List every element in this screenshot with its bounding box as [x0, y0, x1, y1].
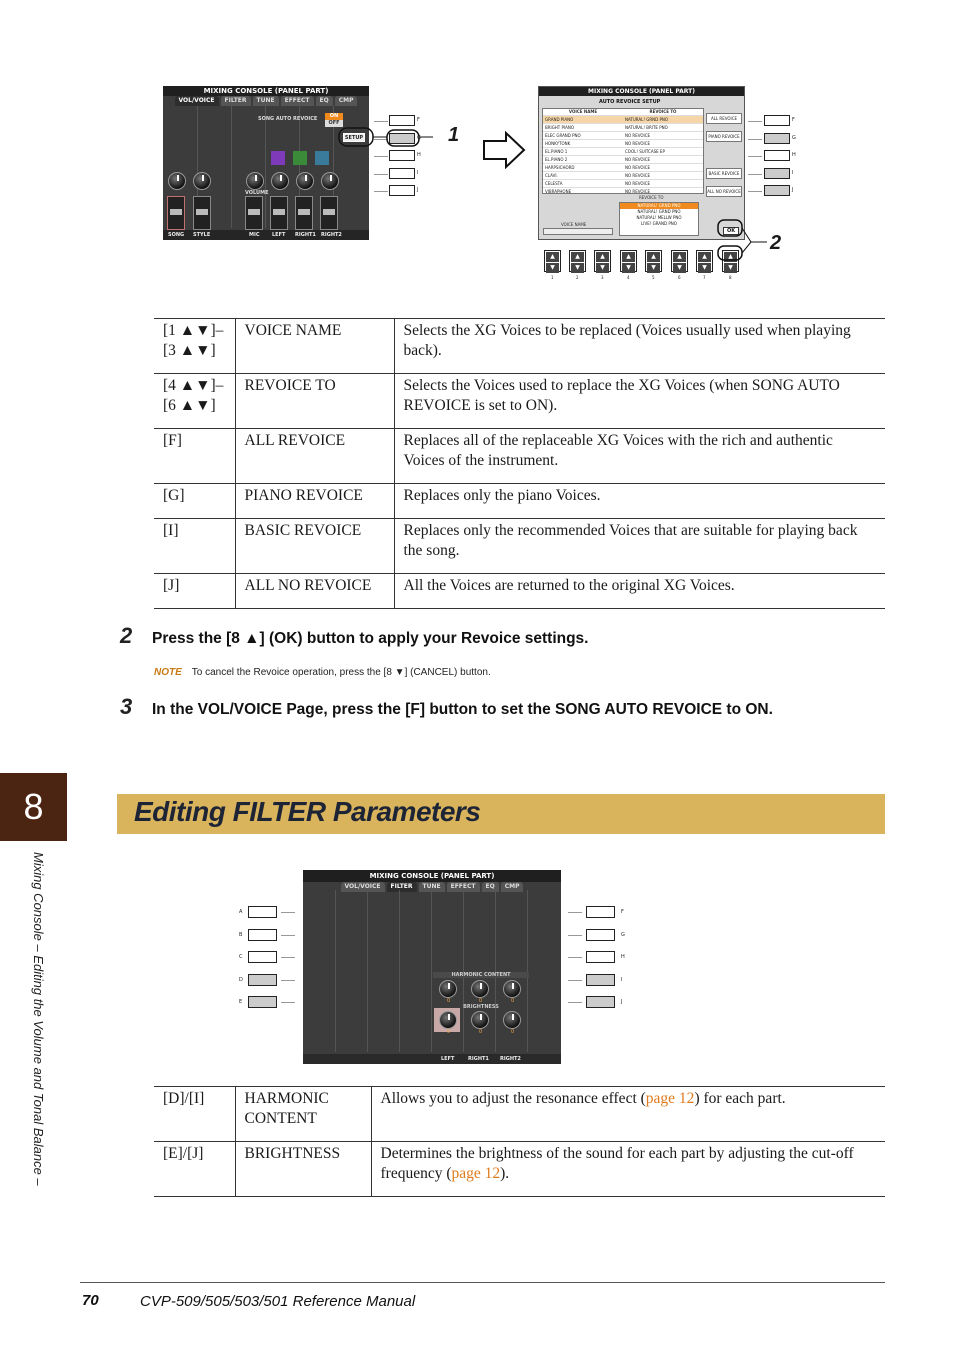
song-auto-revoice-label: SONG AUTO REVOICE [258, 116, 318, 122]
revoice-row-target: NO REVOICE [625, 173, 651, 178]
button-a-letter: A [239, 909, 243, 915]
button-f[interactable] [586, 906, 615, 918]
description-text: ) for each part. [694, 1090, 786, 1107]
table-cell-description: All the Voices are returned to the original XG Voices. [394, 574, 885, 609]
brightness-label: BRIGHTNESS [463, 1004, 499, 1010]
brightness-value: 0 [511, 1029, 515, 1035]
harmonic-content-label: HARMONIC CONTENT [433, 972, 529, 978]
description-text: Determines the brightness of the sound for each part by adjusting the cut-off frequency ( [380, 1145, 854, 1182]
harmonic-value: 0 [479, 998, 483, 1004]
button-h-letter: H [621, 954, 625, 960]
table-cell-button: [E]/[J] [154, 1142, 235, 1197]
revoice-to-label: REVOICE TO [639, 195, 664, 200]
revoice-row[interactable] [543, 163, 703, 171]
note [154, 667, 491, 678]
button-d-letter: D [239, 977, 243, 983]
piano-revoice-button[interactable]: PIANO REVOICE [706, 131, 742, 142]
part-left: LEFT [441, 1056, 455, 1062]
button-i-letter: I [417, 170, 419, 176]
voice-name-label: VOICE NAME [561, 222, 587, 227]
harmonic-value: 0 [447, 998, 451, 1004]
table-cell-name: REVOICE TO [235, 374, 394, 429]
part-right1: RIGHT1 [468, 1056, 489, 1062]
chapter-tab: 8 [0, 773, 67, 841]
voice-icons [271, 151, 331, 165]
col-revoice-to: REVOICE TO [649, 109, 677, 114]
table-cell-name: ALL REVOICE [235, 429, 394, 484]
button-g[interactable] [586, 929, 615, 941]
revoice-row[interactable] [543, 123, 703, 131]
number-label: 2 [576, 275, 579, 280]
table-cell-name: VOICE NAME [235, 319, 394, 374]
revoice-row-target: NO REVOICE [625, 189, 651, 194]
brightness-knob-right1[interactable] [471, 1011, 489, 1029]
tab-effect[interactable]: EFFECT [281, 96, 314, 106]
tab-effect[interactable]: EFFECT [447, 882, 480, 892]
fader-mic[interactable] [245, 196, 263, 230]
button-b[interactable] [248, 929, 277, 941]
pan-knob-left[interactable] [271, 172, 289, 190]
part-mic: MIC [249, 232, 260, 238]
table-row [154, 374, 885, 429]
table-cell-description [371, 1087, 885, 1142]
revoice-row-target: NO REVOICE [625, 181, 651, 186]
revoice-row-voice: HARPSICHORD [545, 165, 575, 170]
page-link[interactable]: page 12 [645, 1090, 695, 1107]
fader-song[interactable] [167, 196, 185, 230]
pan-knob-mic[interactable] [246, 172, 264, 190]
footer-rule [80, 1282, 885, 1283]
part-right2: RIGHT2 [500, 1056, 521, 1062]
updown-button-7[interactable]: ▲ ▼ [696, 250, 713, 272]
button-c-letter: C [239, 954, 243, 960]
part-left: LEFT [272, 232, 286, 238]
revoice-list [542, 108, 704, 194]
step-3-number: 3 [120, 694, 133, 719]
button-i-letter: I [621, 977, 623, 983]
revoice-row-voice: BRIGHT PIANO [545, 125, 574, 130]
fader-left[interactable] [270, 196, 288, 230]
button-i-letter: I [792, 170, 794, 176]
brightness-knob-right2[interactable] [503, 1011, 521, 1029]
button-d[interactable] [248, 974, 277, 986]
button-f-letter: F [792, 117, 795, 123]
table-row [154, 484, 885, 519]
table-cell-description: Replaces only the recommended Voices that are suitable for playing back the song. [394, 519, 885, 574]
screen-footer [163, 230, 369, 240]
revoice-row[interactable] [543, 147, 703, 155]
song-auto-revoice-off[interactable]: OFF [325, 120, 343, 127]
updown-button-2[interactable]: ▲ ▼ [569, 250, 586, 272]
pan-knob-right2[interactable] [321, 172, 339, 190]
revoice-options-list[interactable] [619, 202, 699, 236]
table-row [154, 574, 885, 609]
revoice-row-target: NATURAL! BRITE PNO [625, 125, 668, 130]
revoice-row[interactable] [543, 155, 703, 163]
button-j-letter: J [621, 999, 623, 1005]
callout-2: 2 [770, 232, 782, 254]
harmonic-knob-left[interactable] [439, 980, 457, 998]
fader-right2[interactable] [320, 196, 338, 230]
volume-label: VOLUME [245, 190, 269, 196]
number-label: 7 [703, 275, 706, 280]
brightness-value: 0 [479, 1029, 483, 1035]
screen-title: MIXING CONSOLE (PANEL PART) [303, 870, 561, 882]
tab-cmp[interactable]: CMP [335, 96, 358, 106]
revoice-row-target: NO REVOICE [625, 157, 651, 162]
screen-vol-voice [163, 86, 369, 240]
table-row [154, 1142, 885, 1197]
pan-knob-style[interactable] [193, 172, 211, 190]
button-i[interactable] [389, 168, 415, 179]
harmonic-knob-right1[interactable] [471, 980, 489, 998]
manual-title: CVP-509/505/503/501 Reference Manual [140, 1293, 416, 1310]
step-2 [120, 623, 588, 649]
screen-filter [303, 870, 561, 1064]
revoice-row-voice: CLAVI. [545, 173, 558, 178]
table-cell-description: Selects the Voices used to replace the XG Voices (when SONG AUTO REVOICE is set to ON). [394, 374, 885, 429]
table-cell-button: [1 ▲▼]– [3 ▲▼] [154, 319, 235, 374]
button-b-letter: B [239, 932, 243, 938]
updown-button-8[interactable]: ▲ ▼ [722, 250, 739, 272]
tab-tune[interactable]: TUNE [253, 96, 279, 106]
step-3-text: In the VOL/VOICE Page, press the [F] button to set the SONG AUTO REVOICE to ON. [152, 701, 773, 718]
callout-1-leader [335, 120, 455, 160]
tab-vol-voice[interactable]: VOL/VOICE [341, 882, 385, 892]
screen-title: MIXING CONSOLE (PANEL PART) [539, 87, 744, 96]
pan-knob-song[interactable] [168, 172, 186, 190]
button-i[interactable] [764, 168, 790, 179]
button-c[interactable] [248, 951, 277, 963]
revoice-row[interactable] [543, 115, 703, 123]
harmonic-knob-right2[interactable] [503, 980, 521, 998]
table-row [154, 519, 885, 574]
button-j[interactable] [389, 185, 415, 196]
button-j[interactable] [764, 185, 790, 196]
updown-button-6[interactable]: ▲ ▼ [671, 250, 688, 272]
table-row [154, 1087, 885, 1142]
all-no-revoice-button[interactable]: ALL NO REVOICE [706, 186, 742, 197]
tab-cmp[interactable]: CMP [501, 882, 524, 892]
table-cell-description: Replaces all of the replaceable XG Voices with the rich and authentic Voices of the instrument. [394, 429, 885, 484]
revoice-row-voice: CELESTA [545, 181, 563, 186]
button-f-letter: F [621, 909, 624, 915]
revoice-option[interactable]: NATURAL! MELLW PNO [636, 215, 682, 220]
button-j[interactable] [586, 996, 615, 1008]
revoice-row-target: NATURAL! GRND PNO [625, 117, 669, 122]
table-row [154, 429, 885, 484]
button-h-letter: H [417, 152, 421, 158]
callout-2-leader [715, 218, 775, 274]
page-link[interactable]: page 12 [451, 1165, 501, 1182]
number-label: 3 [601, 275, 604, 280]
button-j-letter: J [792, 187, 794, 193]
revoice-row-target: NO REVOICE [625, 141, 651, 146]
harmonic-value: 0 [511, 998, 515, 1004]
step-3 [120, 694, 773, 720]
table-cell-name: BRIGHTNESS [235, 1142, 371, 1197]
note-text: To cancel the Revoice operation, press the [8 ▼] (CANCEL) button. [191, 667, 491, 678]
button-g-letter: G [621, 932, 625, 938]
revoice-row[interactable] [543, 139, 703, 147]
button-h[interactable] [586, 951, 615, 963]
button-f-letter: F [417, 117, 420, 123]
step-2-number: 2 [120, 623, 133, 648]
screen-tabs [303, 882, 561, 892]
fader-style[interactable] [193, 196, 211, 230]
revoice-row[interactable] [543, 171, 703, 179]
button-e[interactable] [248, 996, 277, 1008]
pan-knob-right1[interactable] [296, 172, 314, 190]
screen-footer [303, 1054, 561, 1064]
table-cell-name: HARMONIC CONTENT [235, 1087, 371, 1142]
number-label: 5 [652, 275, 655, 280]
table-cell-button: [G] [154, 484, 235, 519]
table-cell-button: [F] [154, 429, 235, 484]
updown-button-3[interactable]: ▲ ▼ [594, 250, 611, 272]
tab-filter[interactable]: FILTER [221, 96, 251, 106]
number-label: 6 [678, 275, 681, 280]
revoice-row-voice: GRAND PIANO [545, 117, 574, 122]
revoice-row-target: NO REVOICE [625, 133, 651, 138]
button-i[interactable] [586, 974, 615, 986]
revoice-row-voice: ELEC GRAND PNO [545, 133, 581, 138]
callout-1: 1 [448, 124, 460, 146]
part-right2: RIGHT2 [321, 232, 342, 238]
revoice-row-target: NO REVOICE [625, 165, 651, 170]
revoice-row[interactable] [543, 179, 703, 187]
all-revoice-button[interactable]: ALL REVOICE [706, 113, 742, 124]
table-cell-button: [4 ▲▼]– [6 ▲▼] [154, 374, 235, 429]
tab-vol-voice[interactable]: VOL/VOICE [175, 96, 219, 106]
revoice-row-voice: EL.PIANO 2 [545, 157, 568, 162]
button-g[interactable] [764, 133, 790, 144]
table-cell-name: PIANO REVOICE [235, 484, 394, 519]
arrow-right-icon [482, 131, 526, 169]
tab-filter[interactable]: FILTER [387, 882, 417, 892]
table-cell-button: [I] [154, 519, 235, 574]
revoice-option[interactable]: NATURAL! GRND PNO [637, 209, 681, 214]
filter-parameter-table [154, 1086, 885, 1197]
button-j-letter: J [417, 187, 419, 193]
revoice-row-voice: VIBRAPHONE [545, 189, 572, 194]
screen-tabs [163, 96, 369, 106]
voice-name-slider[interactable] [543, 228, 613, 235]
button-g-letter: G [417, 135, 421, 141]
table-cell-button: [D]/[I] [154, 1087, 235, 1142]
number-label: 4 [627, 275, 630, 280]
revoice-row-target: COOL! SUITCASE EP [625, 149, 665, 154]
description-text: Allows you to adjust the resonance effect ( [380, 1090, 646, 1107]
screen-title: MIXING CONSOLE (PANEL PART) [163, 86, 369, 96]
button-a[interactable] [248, 906, 277, 918]
step-2-text: Press the [8 ▲] (OK) button to apply your Revoice settings. [152, 630, 589, 647]
table-cell-description [371, 1142, 885, 1197]
table-row [154, 319, 885, 374]
button-f[interactable] [764, 115, 790, 126]
revoice-row-voice: EL.PIANO 1 [545, 149, 568, 154]
part-style: STYLE [193, 232, 211, 238]
table-cell-button: [J] [154, 574, 235, 609]
table-cell-description: Replaces only the piano Voices. [394, 484, 885, 519]
ok-button[interactable]: OK [723, 227, 739, 235]
brightness-value: 0 [447, 1029, 451, 1035]
updown-button-4[interactable]: ▲ ▼ [620, 250, 637, 272]
part-song: SONG [168, 232, 185, 238]
tab-tune[interactable]: TUNE [419, 882, 445, 892]
col-voice-name: VOICE NAME [568, 109, 598, 114]
updown-button-5[interactable]: ▲ ▼ [645, 250, 662, 272]
revoice-parameter-table [154, 318, 885, 609]
revoice-option[interactable]: NATURAL! GRND PNO [620, 203, 698, 209]
section-heading-bar [117, 794, 885, 834]
song-auto-revoice-on[interactable]: ON [325, 113, 343, 120]
table-cell-description: Selects the XG Voices to be replaced (Voices usually used when playing back). [394, 319, 885, 374]
basic-revoice-button[interactable]: BASIC REVOICE [706, 168, 742, 179]
fader-right1[interactable] [295, 196, 313, 230]
brightness-knob-left[interactable] [439, 1011, 457, 1029]
section-title: Editing FILTER Parameters [134, 796, 481, 827]
part-right1: RIGHT1 [295, 232, 316, 238]
revoice-row[interactable] [543, 187, 703, 195]
setup-button[interactable]: SETUP [344, 135, 364, 141]
number-label: 1 [551, 275, 554, 280]
button-g-letter: G [792, 135, 796, 141]
revoice-row[interactable] [543, 131, 703, 139]
table-cell-name: ALL NO REVOICE [235, 574, 394, 609]
tab-eq[interactable]: EQ [316, 96, 333, 106]
screen-subtitle: AUTO REVOICE SETUP [599, 99, 661, 105]
updown-button-1[interactable]: ▲ ▼ [544, 250, 561, 272]
side-caption: Mixing Console – Editing the Volume and Tonal Balance – [31, 852, 46, 1186]
note-tag: NOTE [154, 667, 182, 678]
table-cell-name: BASIC REVOICE [235, 519, 394, 574]
button-h[interactable] [764, 150, 790, 161]
revoice-option[interactable]: LIVE! GRAND PNO [641, 221, 677, 226]
page-number: 70 [82, 1292, 99, 1309]
description-text: ). [500, 1165, 510, 1182]
tab-eq[interactable]: EQ [482, 882, 499, 892]
number-label: 8 [729, 275, 732, 280]
screen-auto-revoice-setup [538, 86, 745, 240]
revoice-row-voice: HONKYTONK [545, 141, 571, 146]
button-h-letter: H [792, 152, 796, 158]
button-e-letter: E [239, 999, 243, 1005]
